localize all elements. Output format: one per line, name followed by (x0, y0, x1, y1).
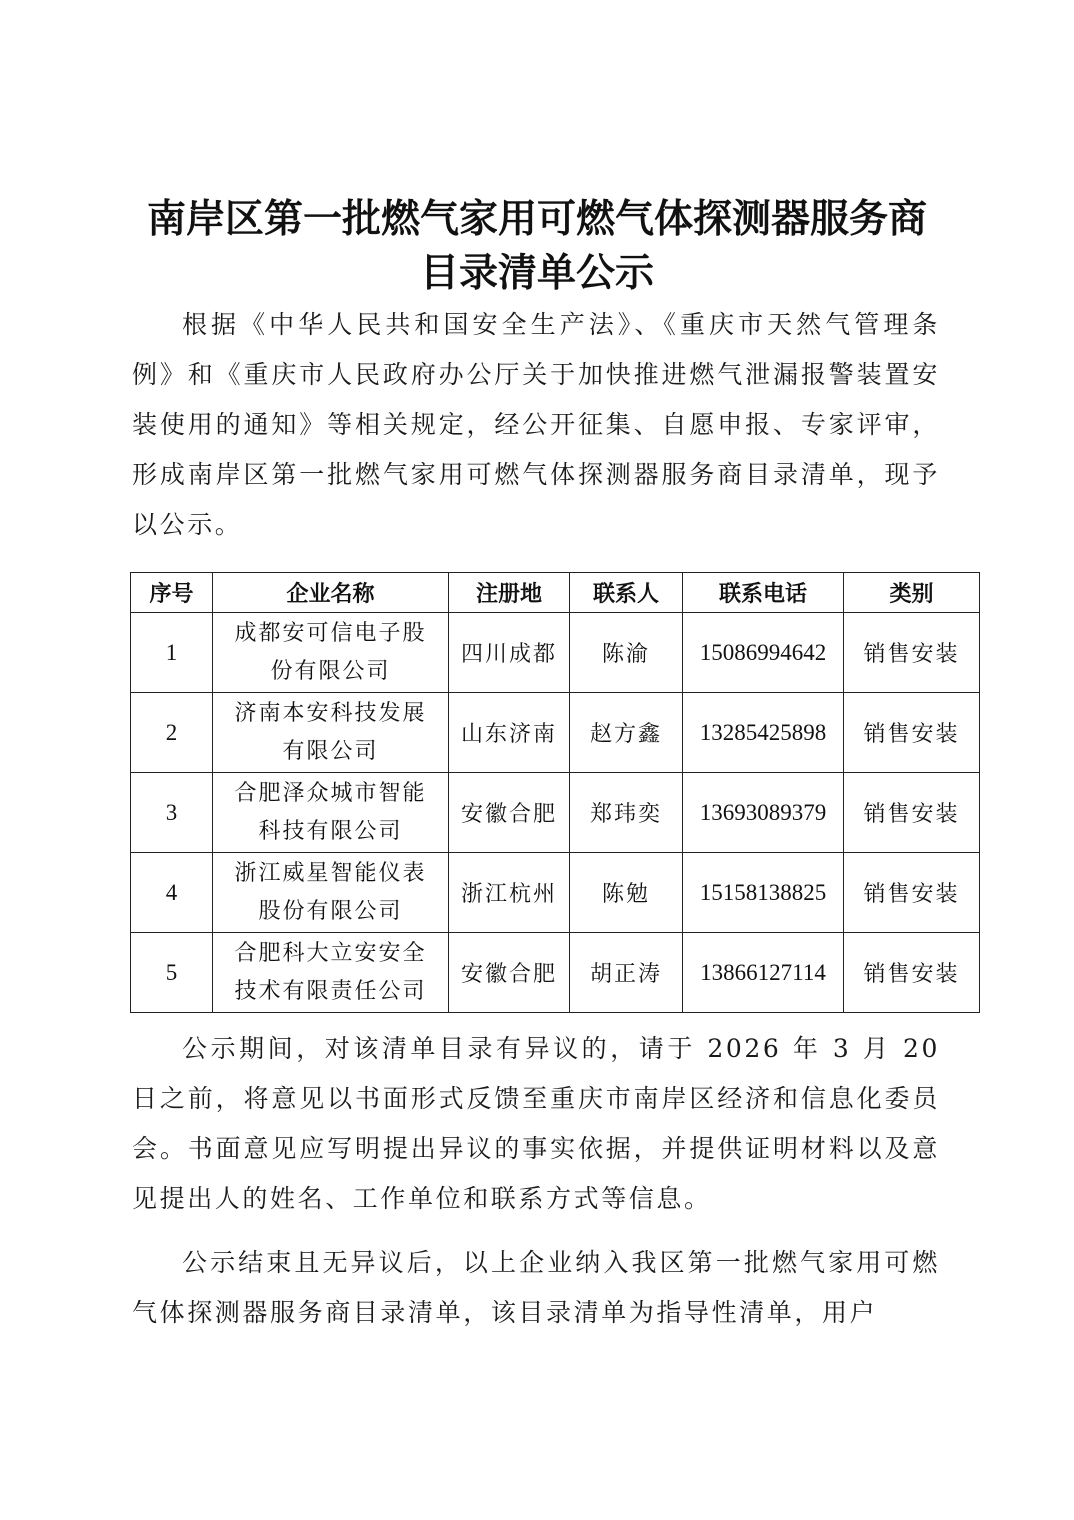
company-name-cell (213, 933, 449, 1013)
phone-cell: 15158138825 (683, 853, 844, 933)
contact-cell: 郑玮奕 (570, 773, 683, 853)
serial-no-cell: 4 (131, 853, 213, 933)
company-name-line2: 有限公司 (282, 738, 379, 764)
company-name-line2: 科技有限公司 (258, 818, 403, 844)
location-cell: 山东济南 (449, 693, 570, 773)
company-name-line2: 份有限公司 (270, 658, 391, 684)
company-name-cell (213, 613, 449, 693)
company-name-line1: 成都安可信电子股 (234, 620, 427, 646)
phone-cell: 13285425898 (683, 693, 844, 773)
serial-no-cell: 3 (131, 773, 213, 853)
location-cell: 四川成都 (449, 613, 570, 693)
table-row (131, 613, 980, 693)
header-registered-location: 注册地 (449, 573, 570, 613)
company-name-line2: 股份有限公司 (258, 898, 403, 924)
category-cell: 销售安装 (844, 693, 980, 773)
header-category: 类别 (844, 573, 980, 613)
location-cell: 安徽合肥 (449, 773, 570, 853)
phone-cell: 13866127114 (683, 933, 844, 1013)
serial-no-cell: 5 (131, 933, 213, 1013)
contact-cell: 胡正涛 (570, 933, 683, 1013)
company-name-cell (213, 773, 449, 853)
header-contact-phone: 联系电话 (683, 573, 844, 613)
category-cell: 销售安装 (844, 613, 980, 693)
company-name-line2: 技术有限责任公司 (234, 978, 427, 1004)
category-cell: 销售安装 (844, 933, 980, 1013)
table-row (131, 853, 980, 933)
table-row (131, 933, 980, 1013)
phone-cell: 15086994642 (683, 613, 844, 693)
intro-paragraph: 根据《中华人民共和国安全生产法》、《重庆市天然气管理条例》和《重庆市人民政府办公厅关于加快推进燃气泄漏报警装置安装使用的通知》等相关规定，经公开征集、自愿申报、专家评审，形成南岸区第一批燃气家用可燃气体探测器服务商目录清单，现予以公示。 (132, 310, 940, 539)
category-cell: 销售安装 (844, 853, 980, 933)
header-company-name: 企业名称 (213, 573, 449, 613)
service-provider-table (130, 572, 980, 1013)
company-name-cell (213, 693, 449, 773)
company-name-cell (213, 853, 449, 933)
table-row (131, 773, 980, 853)
table-header-row (131, 573, 980, 613)
header-serial-no: 序号 (131, 573, 213, 613)
header-contact-person: 联系人 (570, 573, 683, 613)
serial-no-cell: 1 (131, 613, 213, 693)
serial-no-cell: 2 (131, 693, 213, 773)
company-name-line1: 浙江威星智能仪表 (234, 860, 427, 886)
contact-cell: 陈勉 (570, 853, 683, 933)
contact-cell: 陈渝 (570, 613, 683, 693)
company-name-line1: 合肥泽众城市智能 (234, 780, 427, 806)
category-cell: 销售安装 (844, 773, 980, 853)
company-name-line1: 合肥科大立安安全 (234, 940, 427, 966)
document-title-line1: 南岸区第一批燃气家用可燃气体探测器服务商 (146, 196, 927, 242)
document-title-line2: 目录清单公示 (419, 250, 654, 296)
contact-cell: 赵方鑫 (570, 693, 683, 773)
closing-paragraph: 公示结束且无异议后，以上企业纳入我区第一批燃气家用可燃气体探测器服务商目录清单，该目录清单为指导性清单，用户 (132, 1248, 940, 1327)
objection-paragraph: 公示期间，对该清单目录有异议的，请于 2026 年 3 月 20 日之前，将意见以书面形式反馈至重庆市南岸区经济和信息化委员会。书面意见应写明提出异议的事实依据，并提供证明材料以及意见提出人的姓名、工作单位和联系方式等信息。 (132, 1034, 940, 1213)
location-cell: 安徽合肥 (449, 933, 570, 1013)
phone-cell: 13693089379 (683, 773, 844, 853)
location-cell: 浙江杭州 (449, 853, 570, 933)
table-row (131, 693, 980, 773)
company-name-line1: 济南本安科技发展 (234, 700, 427, 726)
